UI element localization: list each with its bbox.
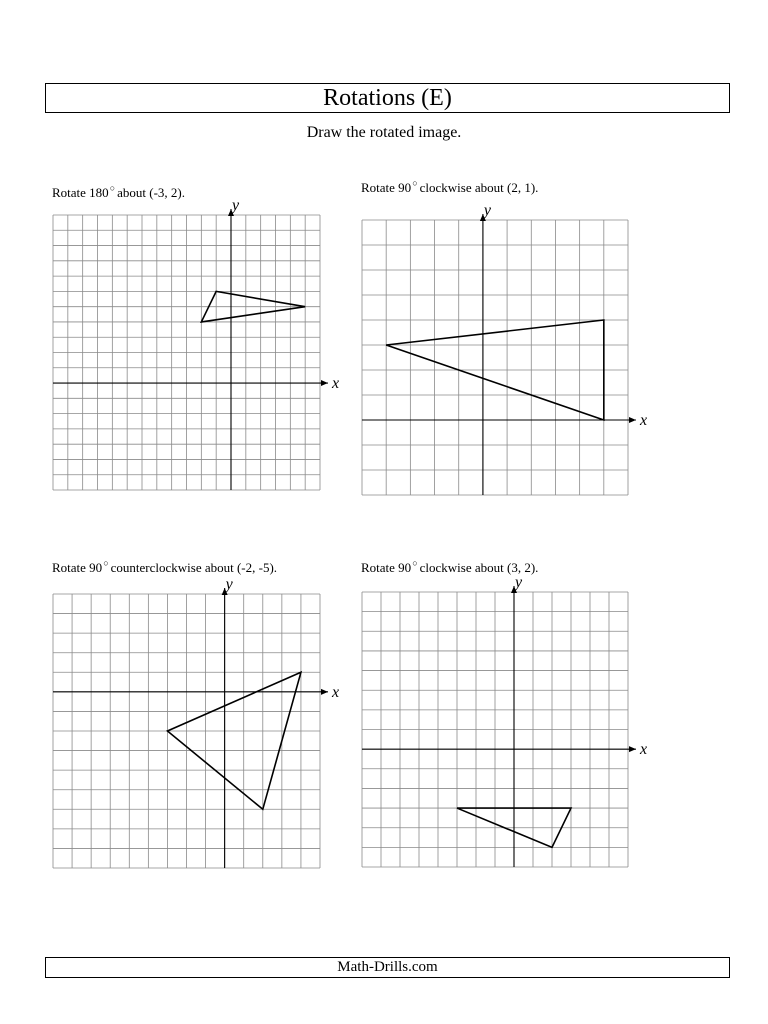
graph-2 <box>362 202 647 495</box>
x-axis-label: x <box>332 375 340 393</box>
x-axis-label: x <box>332 683 340 701</box>
degree-symbol: ○ <box>109 183 116 193</box>
degree-symbol: ○ <box>103 558 109 568</box>
graph-3 <box>53 576 339 868</box>
x-axis-label: x <box>640 741 648 759</box>
x-axis-arrow <box>629 746 636 752</box>
problem-1-label-pre: Rotate 180 <box>52 185 109 200</box>
problem-2-label-pre: Rotate 90 <box>361 180 412 195</box>
degree-symbol: ○ <box>412 558 418 568</box>
graph-1 <box>53 197 339 490</box>
x-axis-arrow <box>321 689 328 695</box>
problem-3-label-pre: Rotate 90 <box>52 560 103 575</box>
degree-symbol: ○ <box>412 178 418 188</box>
x-axis-label: x <box>640 412 648 429</box>
y-axis-label: y <box>515 574 523 591</box>
triangle-preimage <box>167 672 300 809</box>
instructions: Draw the rotated image. <box>306 124 462 141</box>
y-axis-label: y <box>483 202 492 219</box>
x-axis-arrow <box>629 417 636 423</box>
problem-4-label-pre: Rotate 90 <box>361 560 412 575</box>
graph-4 <box>362 574 647 867</box>
y-axis-label: y <box>232 197 240 214</box>
problem-2-label-post: clockwise about (2, 1). <box>419 180 539 195</box>
worksheet-title: Rotations (E) <box>45 83 730 113</box>
footer: Math-Drills.com <box>45 957 730 978</box>
y-axis-label: y <box>225 576 233 593</box>
problem-3-label-post: counterclockwise about (-2, -5). <box>110 560 278 575</box>
problem-4-label-post: clockwise about (3, 2). <box>419 560 539 575</box>
problem-1-label-post: about (-3, 2). <box>117 185 185 200</box>
x-axis-arrow <box>321 380 328 386</box>
